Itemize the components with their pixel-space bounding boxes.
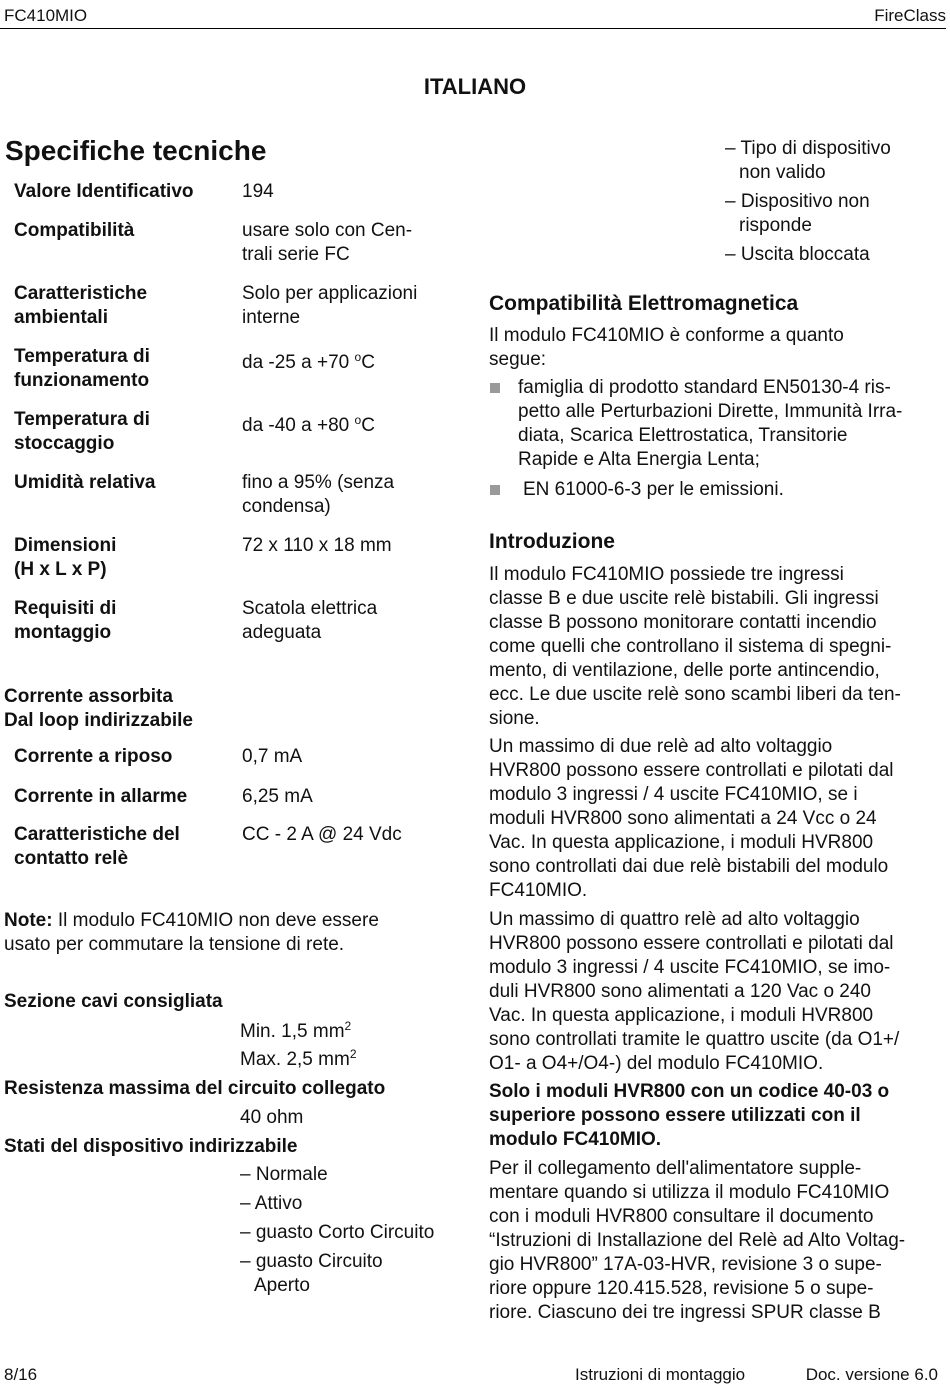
spec-label: Compatibilità bbox=[14, 220, 135, 241]
spec-label: Corrente in allarme bbox=[14, 786, 188, 807]
spec-value: usare solo con Cen- trali serie FC bbox=[242, 220, 413, 265]
intro-paragraph: Un massimo di quattro relè ad alto voltaggio HVR800 possono essere controllati e pilotati dal modulo 3 ingressi / 4 uscite FC410MIO, se imo- duli HVR800 sono alimentati a 120 Vac o 240 Vac. In questa applicazione, i moduli HVR800 sono controllati tramite le quattro uscite (da O1+/ O1- a O4+/O4-) del modulo FC410MIO. bbox=[489, 909, 900, 1074]
spec-value: 72 x 110 x 18 mm bbox=[242, 535, 392, 556]
emc-bullet: famiglia di prodotto standard EN50130-4 ris- petto alle Perturbazioni Dirette, Immunità Irra- diata, Scarica Elettrostatica, Transitorie Rapide e Alta Energia Lenta; bbox=[518, 377, 903, 470]
current-section-heading: Corrente assorbita Dal loop indirizzabile bbox=[4, 686, 193, 731]
cable-section-title: Sezione cavi consigliata bbox=[4, 991, 223, 1012]
states-title: Stati del dispositivo indirizzabile bbox=[4, 1136, 298, 1157]
state-item: – Tipo di dispositivo bbox=[725, 138, 891, 159]
state-item: – Normale bbox=[240, 1164, 328, 1185]
intro-paragraph: Per il collegamento dell'alimentatore supple- mentare quando si utilizza il modulo FC410MIO con i moduli HVR800 consultare il documento “Istruzioni di Installazione del Relè ad Alto Voltag- gio HVR800” 17A-03-HVR, revisione 3 o supe- riore oppure 120.415.528, revisione 5 o supe- riore. Ciascuno dei tre ingressi SPUR classe B bbox=[489, 1158, 906, 1323]
state-item: Aperto bbox=[254, 1275, 310, 1296]
spec-value: fino a 95% (senza condensa) bbox=[242, 472, 395, 517]
bullet-icon bbox=[490, 485, 500, 495]
emc-intro: Il modulo FC410MIO è conforme a quanto segue: bbox=[489, 325, 844, 370]
language-title: ITALIANO bbox=[423, 74, 527, 99]
spec-label: Corrente a riposo bbox=[14, 746, 173, 767]
state-item: – guasto Circuito bbox=[240, 1251, 383, 1272]
state-item: – guasto Corto Circuito bbox=[240, 1222, 435, 1243]
bullet-icon bbox=[490, 383, 500, 393]
note-paragraph: Note: Il modulo FC410MIO non deve essere usato per commutare la tensione di rete. bbox=[4, 910, 379, 955]
specs-title: Specifiche tecniche bbox=[5, 135, 267, 166]
spec-label: Temperatura di funzionamento bbox=[14, 346, 150, 391]
footer-doc-title: Istruzioni di montaggio bbox=[575, 1365, 746, 1384]
intro-paragraph: Un massimo di due relè ad alto voltaggio HVR800 possono essere controllati e pilotati dal modulo 3 ingressi / 4 uscite FC410MIO, se i moduli HVR800 sono alimentati a 24 Vcc o 24 Vac. In questa applicazione, i moduli HVR800 sono controllati dai due relè bistabili del modulo FC410MIO. bbox=[489, 736, 894, 901]
spec-value: da -40 a +80 $^o$C bbox=[242, 413, 375, 436]
state-item: – Dispositivo non bbox=[725, 191, 870, 212]
resistance-value: 40 ohm bbox=[240, 1107, 304, 1128]
cable-min: Min. 1,5 $mm^2$ bbox=[240, 1019, 352, 1042]
state-item: – Uscita bloccata bbox=[725, 244, 870, 265]
state-item: – Attivo bbox=[240, 1193, 303, 1214]
spec-value: Scatola elettrica adeguata bbox=[242, 598, 378, 643]
emc-title: Compatibilità Elettromagnetica bbox=[489, 292, 799, 315]
spec-label: Temperatura di stoccaggio bbox=[14, 409, 150, 454]
doc-header-model: FC410MIO bbox=[4, 6, 88, 25]
spec-label: Umidità relativa bbox=[14, 472, 156, 493]
spec-label: Valore Identificativo bbox=[14, 181, 194, 202]
emc-bullet: EN 61000-6-3 per le emissioni. bbox=[523, 479, 784, 500]
spec-label: Requisiti di montaggio bbox=[14, 598, 117, 643]
spec-value: da -25 a +70 $^o$C bbox=[242, 350, 375, 373]
doc-header-brand: FireClass bbox=[874, 6, 946, 25]
resistance-title: Resistenza massima del circuito collegato bbox=[4, 1078, 386, 1099]
footer-version: Doc. versione 6.0 bbox=[805, 1365, 938, 1384]
intro-title: Introduzione bbox=[489, 530, 615, 553]
spec-value: 0,7 mA bbox=[242, 746, 303, 767]
state-item: risponde bbox=[739, 215, 812, 236]
state-item: non valido bbox=[739, 162, 826, 183]
intro-bold-notice: Solo i moduli HVR800 con un codice 40-03 o superiore possono essere utilizzati con il modulo FC410MIO. bbox=[489, 1081, 890, 1150]
spec-value: 194 bbox=[242, 181, 274, 202]
spec-value: Solo per applicazioni interne bbox=[242, 283, 418, 328]
spec-label: Caratteristiche ambientali bbox=[14, 283, 148, 328]
spec-value: CC - 2 A @ 24 Vdc bbox=[242, 824, 402, 845]
header-divider bbox=[0, 28, 946, 29]
spec-value: 6,25 mA bbox=[242, 786, 313, 807]
spec-label: Dimensioni (H x L x P) bbox=[14, 535, 117, 580]
cable-max: Max. 2,5 $mm^2$ bbox=[240, 1047, 357, 1070]
intro-paragraph: Il modulo FC410MIO possiede tre ingressi classe B e due uscite relè bistabili. Gli ingressi classe B possono monitorare contatti incendio come quelli che controllano il sistema di spegni- mento, di ventilazione, delle porte antincendio, ecc. Le due uscite relè sono scambi liberi da ten- sione. bbox=[489, 564, 901, 729]
page-number: 8/16 bbox=[4, 1365, 38, 1384]
spec-label: Caratteristiche del contatto relè bbox=[14, 824, 180, 869]
